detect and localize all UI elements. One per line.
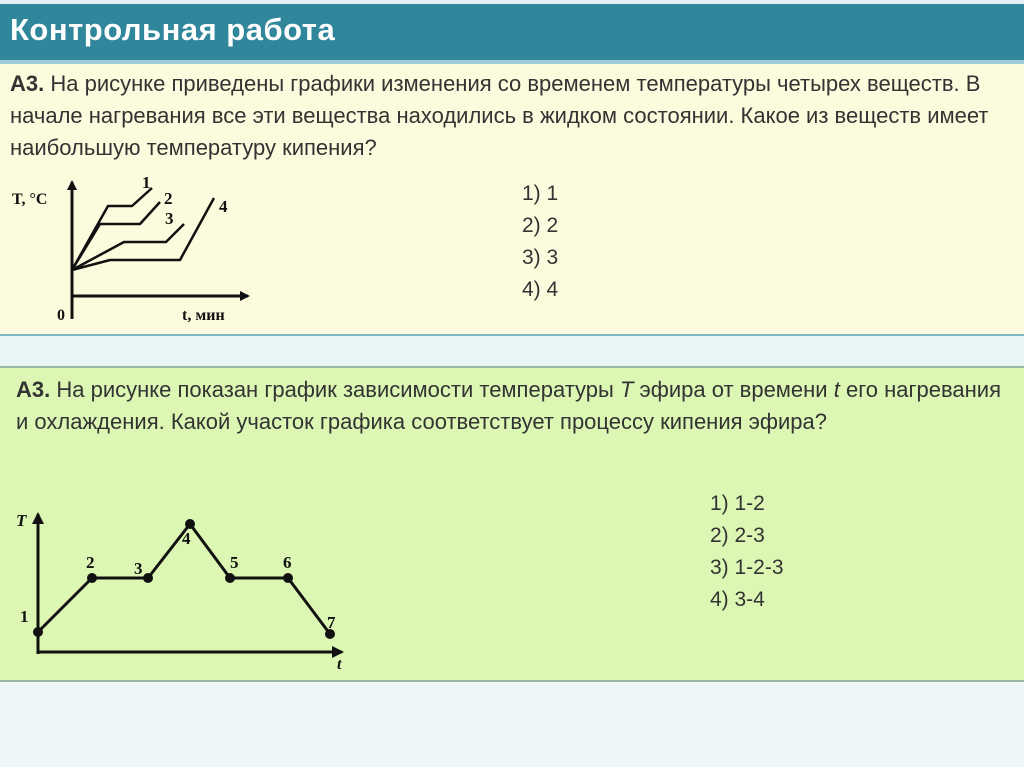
question-1-body: На рисунке приведены графики изменения со временем температуры четырех веществ. В начале нагревания все эти вещества находились в жидком состоянии. Какое из веществ имеет наибольшую температуру кипения? (10, 71, 989, 160)
question-2-body-3: его нагревания и охлаждения. Какой участок графика соответствует процессу кипения эфира? (16, 377, 1001, 434)
question-2-options (710, 488, 784, 616)
question-2-body-1: На рисунке показан график зависимости температуры (50, 377, 620, 402)
q2-point-5 (225, 573, 235, 583)
q2-point-6 (283, 573, 293, 583)
q1-curve-4-label: 4 (219, 197, 228, 216)
q2-point-4-label: 4 (182, 529, 191, 548)
q2-option-3[interactable]: 3) 1-2-3 (710, 556, 784, 579)
q2-option-1[interactable]: 1) 1-2 (710, 492, 765, 515)
question-2-text (16, 374, 1006, 438)
q2-point-1 (33, 627, 43, 637)
divider-band (0, 334, 1024, 366)
question-1-options (522, 178, 558, 306)
q2-option-2[interactable]: 2) 2-3 (710, 524, 765, 547)
question-2-panel (0, 366, 1024, 682)
question-1-graph (0, 174, 270, 334)
q1-curve-1 (72, 188, 152, 270)
page-title: Контрольная работа (0, 4, 1024, 60)
q2-point-3-label: 3 (134, 559, 143, 578)
question-2-number: А3. (16, 377, 51, 402)
q2-point-2 (87, 573, 97, 583)
q2-point-2-label: 2 (86, 553, 95, 572)
question-2-body-2: эфира от времени (633, 377, 834, 402)
q2-point-6-label: 6 (283, 553, 292, 572)
q2-point-7-label: 7 (327, 613, 336, 632)
q2-y-axis-label: T (16, 511, 27, 530)
q1-curve-3-label: 3 (165, 209, 174, 228)
question-1-text (10, 68, 1000, 164)
q1-curve-2-label: 2 (164, 189, 173, 208)
q2-option-4[interactable]: 4) 3-4 (710, 588, 765, 611)
question-2-graph (0, 504, 360, 674)
q1-curve-3 (72, 224, 184, 270)
q1-option-2[interactable]: 2) 2 (522, 214, 559, 237)
question-1-panel (0, 64, 1024, 334)
question-2-var-t: t (833, 377, 840, 402)
q1-option-1[interactable]: 1) 1 (522, 182, 559, 205)
q2-point-3 (143, 573, 153, 583)
question-1-number: А3. (10, 71, 45, 96)
bottom-band (0, 682, 1024, 767)
q1-y-axis-label: T, °C (12, 191, 48, 208)
q1-origin-label: 0 (57, 307, 65, 324)
q2-point-1-label: 1 (20, 607, 29, 626)
q2-x-axis-label: t (337, 656, 342, 673)
q1-x-axis-label: t, мин (182, 307, 225, 324)
q1-option-4[interactable]: 4) 4 (522, 278, 559, 301)
question-2-var-T: Т (619, 377, 634, 402)
q2-point-5-label: 5 (230, 553, 239, 572)
q1-option-3[interactable]: 3) 3 (522, 246, 559, 269)
q1-curve-1-label: 1 (142, 174, 151, 192)
q2-point-4 (185, 519, 195, 529)
